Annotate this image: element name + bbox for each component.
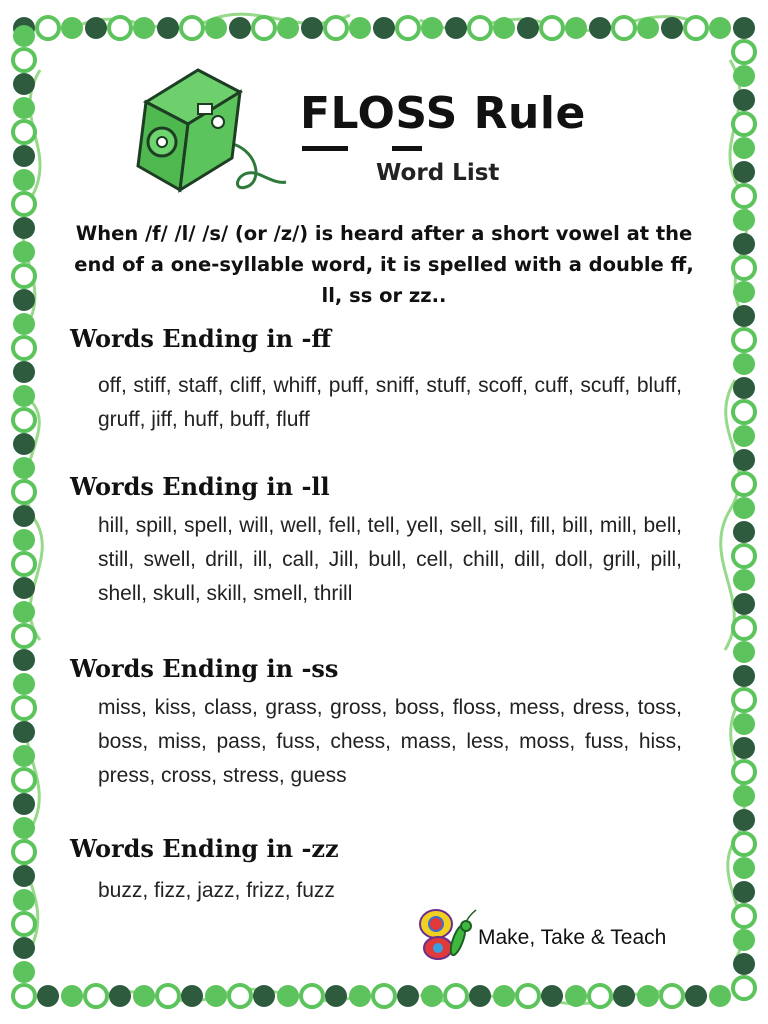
border-circle (205, 985, 227, 1007)
border-circle (277, 985, 299, 1007)
border-circle (13, 601, 35, 623)
border-circle (733, 281, 755, 303)
brand-name: Make, Take & Teach (478, 926, 667, 949)
border-circle (13, 577, 35, 599)
border-circle (733, 617, 755, 639)
border-circle (733, 809, 755, 831)
border-circle (253, 17, 275, 39)
border-circle (205, 17, 227, 39)
border-circle (733, 209, 755, 231)
border-circle (13, 217, 35, 239)
border-circle (13, 769, 35, 791)
border-circle (61, 985, 83, 1007)
border-circle (613, 985, 635, 1007)
border-circle (733, 65, 755, 87)
border-circle (589, 17, 611, 39)
border-circle (301, 17, 323, 39)
border-circle (565, 985, 587, 1007)
border-circle (445, 17, 467, 39)
border-circle (349, 985, 371, 1007)
title-block (300, 88, 590, 139)
border-circle (685, 985, 707, 1007)
section-heading-ff: Words Ending in -ff (70, 324, 332, 353)
border-circle (13, 505, 35, 527)
border-circle (733, 185, 755, 207)
border-circle (13, 889, 35, 911)
border-circle (445, 985, 467, 1007)
border-circle (637, 985, 659, 1007)
border-circle (733, 785, 755, 807)
border-circle (733, 857, 755, 879)
border-circle (733, 353, 755, 375)
border-circle (733, 113, 755, 135)
border-circle (13, 817, 35, 839)
border-circle (181, 17, 203, 39)
border-circle (13, 121, 35, 143)
border-circle (397, 985, 419, 1007)
border-circle (37, 985, 59, 1007)
border-circle (13, 265, 35, 287)
border-circle (733, 41, 755, 63)
word-list-zz: buzz, fizz, jazz, frizz, fuzz (98, 879, 335, 902)
border-circle (13, 433, 35, 455)
word-list-ss: miss, kiss, class, grass, gross, boss, floss, mess, dress, toss, boss, miss, pass, fuss, chess, mass, less, moss, fuss, hiss, press, cross, stress, guess (98, 696, 682, 787)
border-circle (13, 697, 35, 719)
border-circle (733, 569, 755, 591)
border-circle (349, 17, 371, 39)
border-circle (733, 89, 755, 111)
border-circle (733, 761, 755, 783)
border-circle (157, 985, 179, 1007)
border-circle (109, 17, 131, 39)
border-circle (13, 937, 35, 959)
border-circle (733, 329, 755, 351)
border-circle (733, 689, 755, 711)
border-circle (517, 17, 539, 39)
border-circle (13, 337, 35, 359)
border-circle (325, 17, 347, 39)
title-underline-ss (392, 146, 422, 151)
border-circle (733, 833, 755, 855)
border-circle (733, 665, 755, 687)
border-circle (541, 17, 563, 39)
border-circle (565, 17, 587, 39)
border-circle (13, 49, 35, 71)
border-circle (733, 545, 755, 567)
border-circle (13, 745, 35, 767)
border-circle (733, 905, 755, 927)
border-circle (493, 17, 515, 39)
border-circle (661, 17, 683, 39)
border-circle (13, 169, 35, 191)
border-circle (13, 457, 35, 479)
border-circle (733, 377, 755, 399)
border-circle (733, 713, 755, 735)
border-circle (661, 985, 683, 1007)
rule-description: When /f/ /l/ /s/ (or /z/) is heard after a short vowel at the end of a one-syllable word, it is spelled with a double ff, ll, ss or zz.. (74, 222, 694, 307)
border-circle (13, 193, 35, 215)
border-circle (709, 985, 731, 1007)
word-list-ll: hill, spill, spell, will, well, fell, tell, yell, sell, sill, fill, bill, mill, bell, still, swell, drill, ill, call, Jill, bull, cell, chill, dill, doll, grill, pill, shell, skull, skill, smell, thrill (98, 514, 682, 605)
border-circle (421, 17, 443, 39)
border-circle (13, 961, 35, 983)
border-circle (13, 673, 35, 695)
border-circle (733, 881, 755, 903)
border-circle (733, 233, 755, 255)
border-circle (229, 17, 251, 39)
butterfly-logo-icon (418, 906, 480, 964)
page-subtitle: Word List (376, 160, 500, 186)
border-circle (733, 137, 755, 159)
border-circle (133, 985, 155, 1007)
border-circle (733, 521, 755, 543)
border-circle (13, 313, 35, 335)
floss-container-icon (128, 62, 288, 202)
border-circle (157, 17, 179, 39)
border-circle (253, 985, 275, 1007)
border-circle (13, 73, 35, 95)
border-circle (13, 385, 35, 407)
border-circle (13, 481, 35, 503)
border-circle (13, 241, 35, 263)
border-circle (733, 305, 755, 327)
border-circle (181, 985, 203, 1007)
border-circle (325, 985, 347, 1007)
border-circle (541, 985, 563, 1007)
section-heading-ll: Words Ending in -ll (70, 472, 330, 501)
border-circle (589, 985, 611, 1007)
border-circle (13, 625, 35, 647)
border-circle (229, 985, 251, 1007)
border-circle (373, 985, 395, 1007)
page-title: FLOSS Rule (300, 88, 586, 139)
border-circle (469, 985, 491, 1007)
border-circle (13, 553, 35, 575)
border-circle (733, 449, 755, 471)
border-circle (733, 929, 755, 951)
border-circle (685, 17, 707, 39)
border-circle (493, 985, 515, 1007)
border-circle (733, 401, 755, 423)
border-circle (733, 977, 755, 999)
section-heading-zz: Words Ending in -zz (70, 834, 339, 863)
border-circle (733, 257, 755, 279)
border-circle (733, 161, 755, 183)
border-circle (733, 497, 755, 519)
border-circle (13, 529, 35, 551)
border-circle (517, 985, 539, 1007)
border-circle (733, 425, 755, 447)
border-circle (13, 841, 35, 863)
border-circle (13, 793, 35, 815)
border-circle (133, 17, 155, 39)
border-circle (37, 17, 59, 39)
border-circle (733, 737, 755, 759)
border-circle (733, 593, 755, 615)
section-heading-ss: Words Ending in -ss (70, 654, 339, 683)
border-circle (469, 17, 491, 39)
border-circle (85, 985, 107, 1007)
border-circle (421, 985, 443, 1007)
border-circle (13, 361, 35, 383)
border-circle (13, 25, 35, 47)
border-circle (13, 145, 35, 167)
border-circle (13, 97, 35, 119)
border-circle (733, 641, 755, 663)
border-circle (301, 985, 323, 1007)
border-circle (277, 17, 299, 39)
border-circle (13, 721, 35, 743)
border-circle (13, 649, 35, 671)
title-underline-fl (302, 146, 348, 151)
border-circle (733, 953, 755, 975)
border-circle (13, 985, 35, 1007)
border-circle (397, 17, 419, 39)
border-circle (733, 473, 755, 495)
border-circle (733, 17, 755, 39)
border-circle (13, 865, 35, 887)
border-circle (13, 913, 35, 935)
border-circle (85, 17, 107, 39)
border-circle (13, 289, 35, 311)
word-list-ff: off, stiff, staff, cliff, whiff, puff, sniff, stuff, scoff, cuff, scuff, bluff, gruff, jiff, huff, buff, fluff (98, 374, 682, 431)
border-circle (709, 17, 731, 39)
border-circle (637, 17, 659, 39)
border-circle (61, 17, 83, 39)
border-circle (13, 409, 35, 431)
border-circle (613, 17, 635, 39)
border-circle (109, 985, 131, 1007)
border-circle (373, 17, 395, 39)
